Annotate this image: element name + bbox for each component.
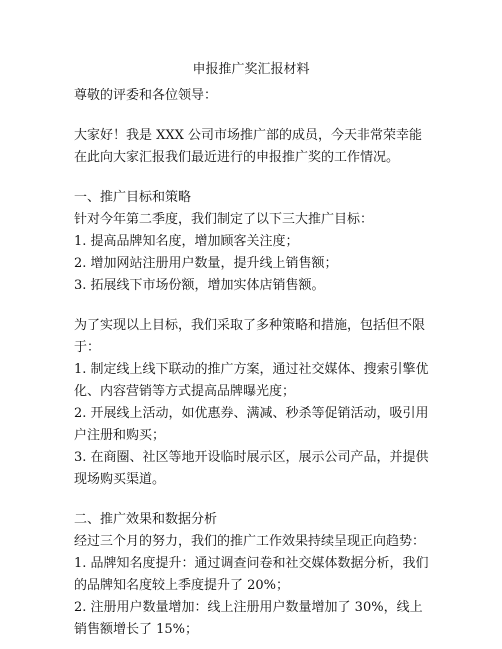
section-lead: 经过三个月的努力，我们的推广工作效果持续呈现正向趋势： xyxy=(74,534,426,549)
paragraph-gap xyxy=(74,491,422,509)
strategy-line: 户注册和购买； xyxy=(74,428,166,443)
section-2 xyxy=(74,509,429,641)
intro-line: 在此向大家汇报我们最近进行的申报推广奖的工作情况。 xyxy=(74,150,400,165)
result-line: 1. 品牌知名度提升：通过调查问卷和社交媒体数据分析，我们 xyxy=(74,556,429,571)
document-body xyxy=(74,85,429,641)
goal-item: 1. 提高品牌知名度，增加顾客关注度； xyxy=(74,234,299,249)
strategy-lead-line: 为了实现以上目标，我们采取了多种策略和措施，包括但不限 xyxy=(74,318,426,333)
section-heading: 一、推广目标和策略 xyxy=(74,190,192,205)
document-title: 申报推广奖汇报材料 xyxy=(192,62,310,77)
paragraph-gap xyxy=(74,169,422,187)
intro-paragraph xyxy=(74,125,422,169)
strategy-line: 2. 开展线上活动，如优惠券、满减、秒杀等促销活动，吸引用 xyxy=(74,406,429,421)
section-1 xyxy=(74,187,429,491)
paragraph-gap xyxy=(74,107,422,125)
goal-item: 2. 增加网站注册用户数量，提升线上销售额； xyxy=(74,256,338,271)
section-lead: 针对今年第二季度，我们制定了以下三大推广目标： xyxy=(74,212,374,227)
section-heading: 二、推广效果和数据分析 xyxy=(74,512,218,527)
intro-line: 大家好！我是 XXX 公司市场推广部的成员，今天非常荣幸能 xyxy=(74,128,423,143)
result-line: 的品牌知名度较上季度提升了 20%； xyxy=(74,578,290,593)
goal-item: 3. 拓展线下市场份额，增加实体店销售额。 xyxy=(74,278,325,293)
strategy-line: 1. 制定线上线下联动的推广方案，通过社交媒体、搜索引擎优 xyxy=(74,362,429,377)
result-line: 2. 注册用户数量增加：线上注册用户数量增加了 30%，线上 xyxy=(74,600,423,615)
strategy-lead-line: 于： xyxy=(74,340,101,355)
result-line: 销售额增长了 15%； xyxy=(74,622,199,637)
strategy-line: 化、内容营销等方式提高品牌曝光度； xyxy=(74,384,296,399)
salutation: 尊敬的评委和各位领导： xyxy=(74,88,218,103)
strategy-line: 现场购买渠道。 xyxy=(74,472,166,487)
strategy-line: 3. 在商圈、社区等地开设临时展示区，展示公司产品，并提供 xyxy=(74,450,429,465)
paragraph-gap xyxy=(74,297,422,315)
